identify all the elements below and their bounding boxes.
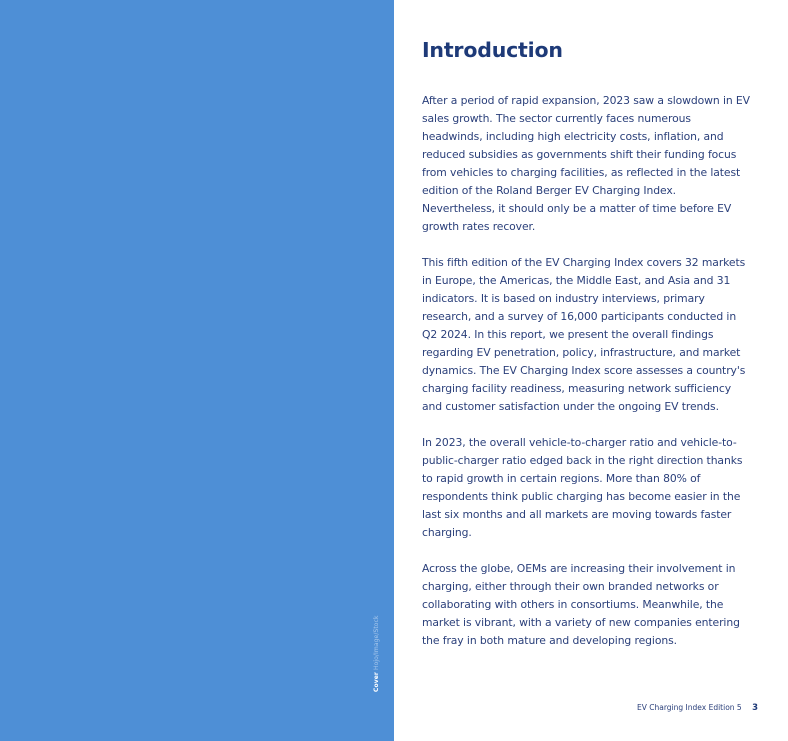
main-content bbox=[422, 35, 752, 668]
cover-credit-label: Cover bbox=[373, 672, 380, 692]
paragraph-4: Across the globe, OEMs are increasing their involvement in charging, either through their own branded networks or collaborating with others in consortiums. Meanwhile, the market is vibrant, with a variety of new companies entering the fray in both mature and developing regions. bbox=[422, 562, 740, 647]
paragraph-1: After a period of rapid expansion, 2023 saw a slowdown in EV sales growth. The sector currently faces numerous headwinds, including high electricity costs, inflation, and reduced subsidies as governments shift their funding focus from vehicles to charging facilities, as reflected in the latest edition of the Roland Berger EV Charging Index. Nevertheless, it should only be a matter of time before EV growth rates recover. bbox=[422, 94, 750, 233]
paragraph-3: In 2023, the overall vehicle-to-charger ratio and vehicle-to-public-charger ratio edged back in the right direction thanks to rapid growth in certain regions. More than 80% of respondents think public charging has become easier in the last six months and all markets are moving towards faster charging. bbox=[422, 436, 743, 539]
cover-credit bbox=[373, 615, 381, 692]
cover-credit-source: Hojo/Image/Stock bbox=[373, 615, 380, 671]
page-number: 3 bbox=[752, 703, 758, 713]
page-footer bbox=[637, 702, 758, 714]
paragraph-2: This fifth edition of the EV Charging Index covers 32 markets in Europe, the Americas, the Middle East, and Asia and 31 indicators. It is based on industry interviews, primary research, and a survey of 16,000 participants conducted in Q2 2024. In this report, we present the overall findings regarding EV penetration, policy, infrastructure, and market dynamics. The EV Charging Index score assesses a country's charging facility readiness, measuring network sufficiency and customer satisfaction under the ongoing EV trends. bbox=[422, 256, 746, 413]
page-title: Introduction bbox=[422, 38, 563, 62]
publication-title: EV Charging Index Edition 5 bbox=[637, 703, 742, 712]
